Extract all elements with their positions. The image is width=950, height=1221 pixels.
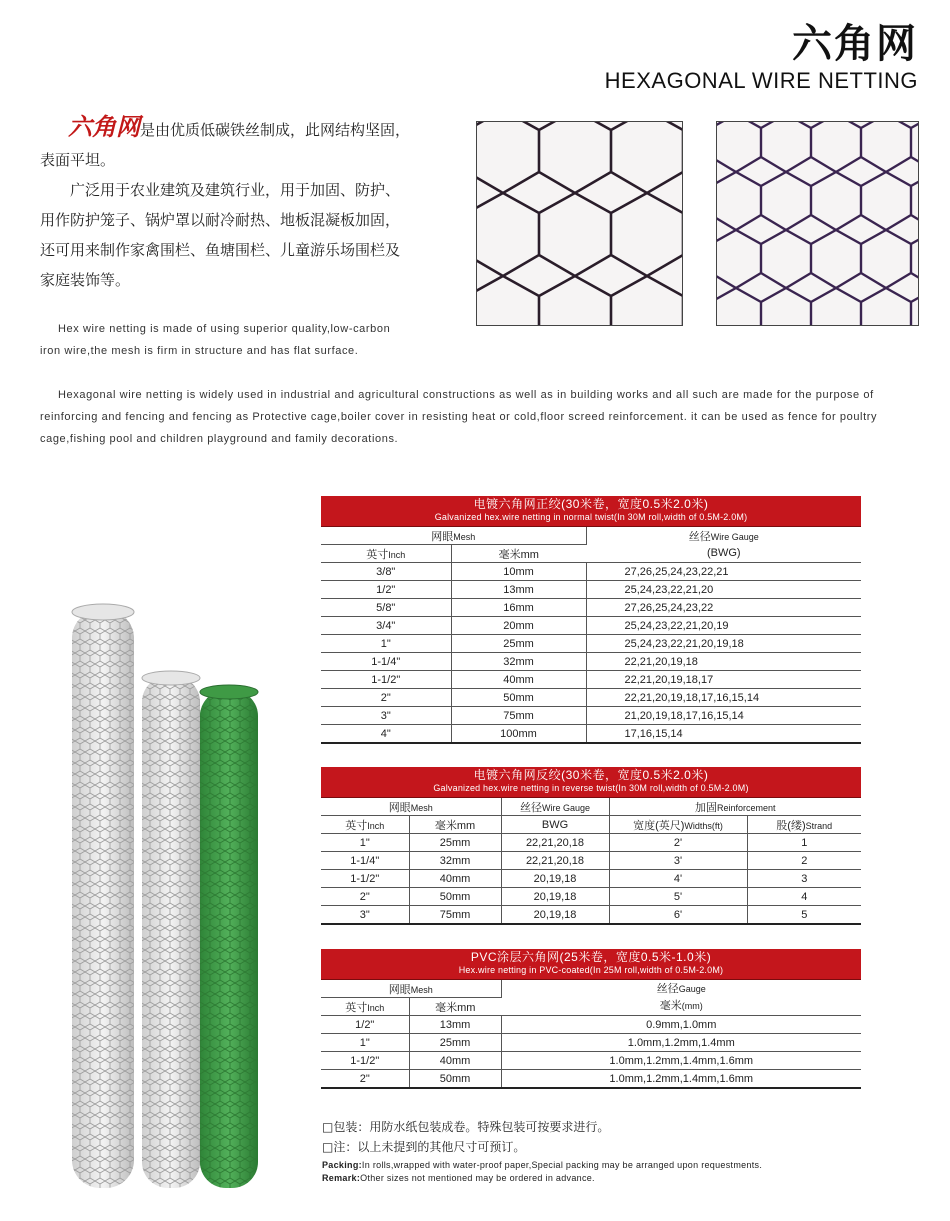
table-row: 3/4" 20mm 25,24,23,22,21,20,19 (321, 617, 861, 635)
inch-header: 英寸Inch (321, 816, 409, 834)
mm-header: 毫米mm (451, 545, 586, 563)
table-row: 1-1/2" 40mm 22,21,20,19,18,17 (321, 671, 861, 689)
remark-note-cn: □注：以上未提到的其他尺寸可预订。 (322, 1140, 526, 1154)
table-row: 3" 75mm 20,19,18 6' 5 (321, 906, 861, 925)
reverse-twist-table (321, 767, 861, 925)
table-row: 1-1/4" 32mm 22,21,20,18 3' 2 (321, 852, 861, 870)
table-row: 2" 50mm 22,21,20,19,18,17,16,15,14 (321, 689, 861, 707)
normal-twist-table-header (321, 496, 861, 527)
intro-en-paragraph-2: Hexagonal wire netting is widely used in industrial and agricultural constructions as well as in building works and all such are made for the purpose of reinforcing and fencing and fencing as Protective cage,boiler cover in resisting heat or cold,floor screed reinforcement. it can be used as fence for poultry cage,fishing pool and children playground and family decorations. (40, 389, 878, 445)
table-row: 2" 50mm 1.0mm,1.2mm,1.4mm,1.6mm (321, 1070, 861, 1089)
intro-cn (40, 112, 410, 295)
pvc-coated-table (321, 949, 861, 1089)
notes (322, 1117, 882, 1185)
reverse-twist-title-cn: 电镀六角网反绞(30米卷，宽度0.5米2.0米) (473, 768, 709, 782)
reverse-twist-table-header (321, 767, 861, 798)
mesh-header: 网眼Mesh (321, 527, 586, 545)
pvc-coated-title-en: Hex.wire netting in PVC-coated(In 25M roll,width of 0.5M-2.0M) (458, 965, 724, 975)
normal-twist-table (321, 496, 861, 744)
table-row: 4" 100mm 17,16,15,14 (321, 725, 861, 744)
table-row: 3" 75mm 21,20,19,18,17,16,15,14 (321, 707, 861, 725)
table-row: 5/8" 16mm 27,26,25,24,23,22 (321, 599, 861, 617)
packing-note-en: Packing:In rolls,wrapped with water-proof paper,Special packing may be arranged upon requestments. (322, 1160, 763, 1170)
gauge-header: 丝径Wire Gauge (501, 798, 609, 816)
normal-twist-title-cn: 电镀六角网正绞(30米卷，宽度0.5米2.0米) (473, 497, 709, 511)
mesh-header: 网眼Mesh (321, 798, 501, 816)
normal-twist-title-en: Galvanized hex.wire netting in normal twist(In 30M roll,width of 0.5M-2.0M) (434, 512, 748, 522)
normal-twist-mesh-photo (476, 121, 683, 326)
intro-cn-paragraph-2: 广泛用于农业建筑及建筑行业，用于加固、防护、用作防护笼子、锅炉罩以耐冷耐热、地板混凝板加固，还可用来制作家禽围栏、鱼塘围栏、儿童游乐场围栏及家庭装饰等。 (40, 181, 401, 289)
intro-cn-paragraph-1 (40, 112, 410, 175)
pvc-coated-table-header (321, 949, 861, 980)
table-row: 1" 25mm 25,24,23,22,21,20,19,18 (321, 635, 861, 653)
mm-header: 毫米mm (409, 998, 501, 1016)
table-row: 1-1/2" 40mm 1.0mm,1.2mm,1.4mm,1.6mm (321, 1052, 861, 1070)
mm-header: 毫米mm (409, 816, 501, 834)
table-row: 1/2" 13mm 0.9mm,1.0mm (321, 1016, 861, 1034)
page-title-cn: 六角网 (792, 20, 918, 67)
gauge-header: 丝径Gauge 毫米(mm) (501, 980, 861, 1016)
table-row: 1-1/2" 40mm 20,19,18 4' 3 (321, 870, 861, 888)
reinforcement-header: 加固Reinforcement (609, 798, 861, 816)
pvc-coated-title-cn: PVC涂层六角网(25米卷，宽度0.5米-1.0米) (470, 950, 712, 964)
intro-en-paragraph-1: Hex wire netting is made of using superior quality,low-carbon iron wire,the mesh is firm in structure and has flat surface. (40, 323, 391, 357)
packing-note-cn: □包装：用防水纸包装成卷。特殊包装可按要求进行。 (322, 1120, 610, 1134)
table-row: 1" 25mm 1.0mm,1.2mm,1.4mm (321, 1034, 861, 1052)
table-row: 1/2" 13mm 25,24,23,22,21,20 (321, 581, 861, 599)
table-row: 3/8" 10mm 27,26,25,24,23,22,21 (321, 563, 861, 581)
wire-netting-rolls-photo (60, 598, 270, 1198)
brand-name: 六角网 (68, 112, 140, 141)
bwg-header: BWG (501, 816, 609, 834)
notes-en (322, 1159, 882, 1185)
width-header: 宽度(英尺)Widths(ft) (609, 816, 747, 834)
remark-note-en: Remark:Other sizes not mentioned may be ordered in advance. (322, 1173, 595, 1183)
table-row: 1" 25mm 22,21,20,18 2' 1 (321, 834, 861, 852)
mesh-header: 网眼Mesh (321, 980, 501, 998)
intro-cn-text-1: 是由优质低碳铁丝制成，此网结构坚固，表面平坦。 (40, 121, 411, 169)
strand-header: 股(缕)Strand (747, 816, 861, 834)
inch-header: 英寸Inch (321, 998, 409, 1016)
inch-header: 英寸Inch (321, 545, 451, 563)
reverse-twist-mesh-photo (716, 121, 919, 326)
reverse-twist-title-en: Galvanized hex.wire netting in reverse twist(In 30M roll,width of 0.5M-2.0M) (433, 783, 749, 793)
page-title-en: HEXAGONAL WIRE NETTING (604, 68, 918, 93)
gauge-header: 丝径Wire Gauge (BWG) (586, 527, 861, 563)
table-row: 1-1/4" 32mm 22,21,20,19,18 (321, 653, 861, 671)
table-row: 2" 50mm 20,19,18 5' 4 (321, 888, 861, 906)
